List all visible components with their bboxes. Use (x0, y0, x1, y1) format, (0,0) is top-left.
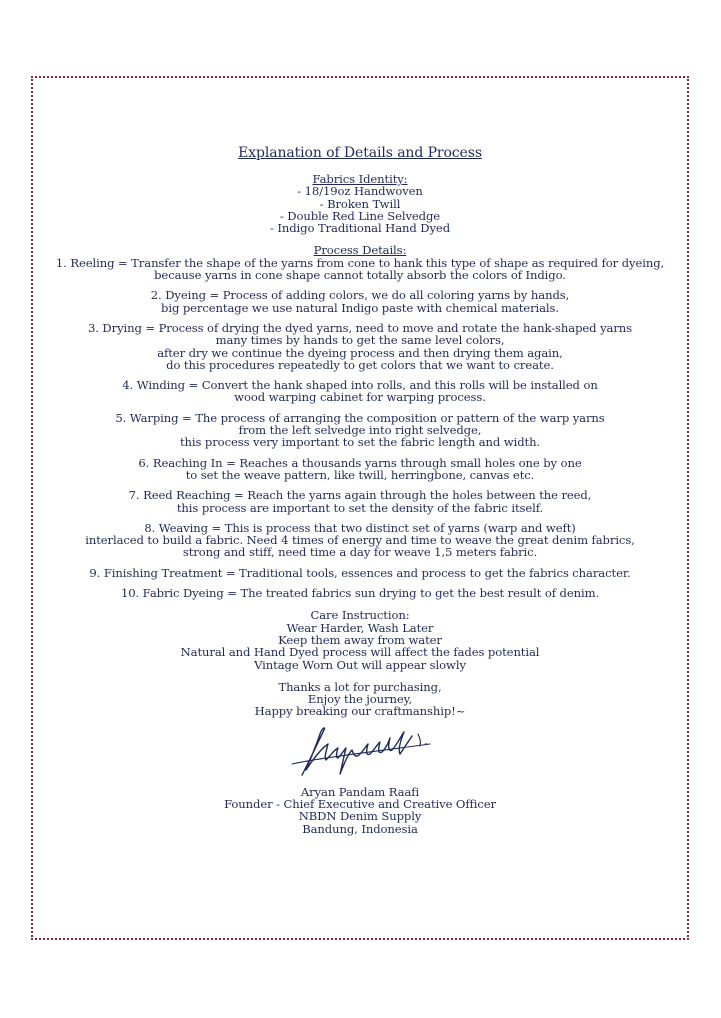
process-step-line: 2. Dyeing = Process of adding colors, we do all coloring yarns by hands, (150, 288, 570, 303)
process-step-line: this process very important to set the fabric length and width. (179, 435, 541, 450)
fabric-identity-item: - Indigo Traditional Hand Dyed (269, 221, 451, 236)
company-location: Bandung, Indonesia (302, 821, 418, 836)
process-step-line: 6. Reaching In = Reaches a thousands yarns through small holes one by one (138, 455, 582, 470)
process-step-line: 5. Warping = The process of arranging the composition or pattern of the warp yarns (115, 410, 605, 425)
care-item: Vintage Worn Out will appear slowly (254, 657, 466, 672)
process-step-dyeing (33, 289, 687, 314)
process-step-line: many times by hands to get the same level colors, (215, 333, 505, 348)
process-step-line: 9. Finishing Treatment = Traditional tools, essences and process to get the fabrics character. (89, 565, 631, 580)
closing-line: Enjoy the journey, (307, 692, 413, 707)
process-step-line: 3. Drying = Process of drying the dyed yarns, need to move and rotate the hank-shaped yarns (87, 320, 632, 335)
care-item: Keep them away from water (278, 632, 442, 647)
process-step-reeling (33, 257, 687, 282)
closing-section (33, 681, 687, 718)
document-body (33, 145, 687, 835)
process-step-line: 1. Reeling = Transfer the shape of the yarns from cone to hank this type of shape as required for dyeing, (55, 255, 665, 270)
fabric-identity-item: - Broken Twill (319, 196, 401, 211)
process-step-line: do this procedures repeatedly to get colors that we want to create. (166, 357, 554, 372)
fabrics-identity-heading: Fabrics Identity: (312, 172, 408, 186)
process-step-weaving (33, 522, 687, 559)
signature-block (33, 786, 687, 835)
process-step-warping (33, 412, 687, 449)
company-name: NBDN Denim Supply (298, 809, 422, 824)
signatory-role: Founder - Chief Executive and Creative Officer (224, 796, 496, 811)
process-step-line: this process are important to set the density of the fabric itself. (176, 500, 544, 515)
process-step-line: interlaced to build a fabric. Need 4 times of energy and time to weave the great denim fabrics, (85, 533, 635, 548)
process-step-line: wood warping cabinet for warping process. (234, 390, 486, 405)
process-step-line: after dry we continue the dyeing process and then drying them again, (157, 345, 563, 360)
process-step-line: 8. Weaving = This is process that two distinct set of yarns (warp and weft) (144, 520, 576, 535)
process-step-finishing (33, 567, 687, 579)
process-step-line: because yarns in cone shape cannot totally absorb the colors of Indigo. (154, 268, 566, 283)
care-item: Natural and Hand Dyed process will affect the fades potential (180, 645, 540, 660)
process-details-section (33, 244, 687, 599)
process-step-line: 10. Fabric Dyeing = The treated fabrics sun drying to get the best result of denim. (120, 586, 600, 601)
care-instruction-heading: Care Instruction: (310, 608, 410, 623)
process-step-line: 7. Reed Reaching = Reach the yarns again through the holes between the reed, (128, 488, 592, 503)
process-step-drying (33, 322, 687, 371)
process-step-winding (33, 379, 687, 404)
process-step-line: from the left selvedge into right selvedge, (238, 423, 482, 438)
process-step-reaching-in (33, 457, 687, 482)
process-step-line: big percentage we use natural Indigo paste with chemical materials. (161, 300, 559, 315)
signatory-name: Aryan Pandam Raafi (300, 784, 420, 799)
care-instruction-section (33, 609, 687, 670)
process-step-line: strong and stiff, need time a day for weave 1,5 meters fabric. (182, 545, 538, 560)
fabric-identity-item: - Double Red Line Selvedge (279, 208, 441, 223)
process-step-line: 4. Winding = Convert the hank shaped into rolls, and this rolls will be installed on (122, 378, 598, 393)
closing-line: Thanks a lot for purchasing, (278, 679, 442, 694)
fabrics-identity-section (33, 173, 687, 234)
fabric-identity-item: - 18/19oz Handwoven (297, 184, 423, 199)
process-step-reed-reaching (33, 489, 687, 514)
care-item: Wear Harder, Wash Later (286, 620, 434, 635)
process-step-fabric-dyeing (33, 587, 687, 599)
document-title: Explanation of Details and Process (238, 145, 482, 161)
process-details-heading: Process Details: (313, 243, 407, 258)
handwritten-signature (280, 720, 440, 782)
closing-line: Happy breaking our craftmanship!~ (254, 704, 466, 719)
process-step-line: to set the weave pattern, like twill, herringbone, canvas etc. (185, 467, 535, 482)
